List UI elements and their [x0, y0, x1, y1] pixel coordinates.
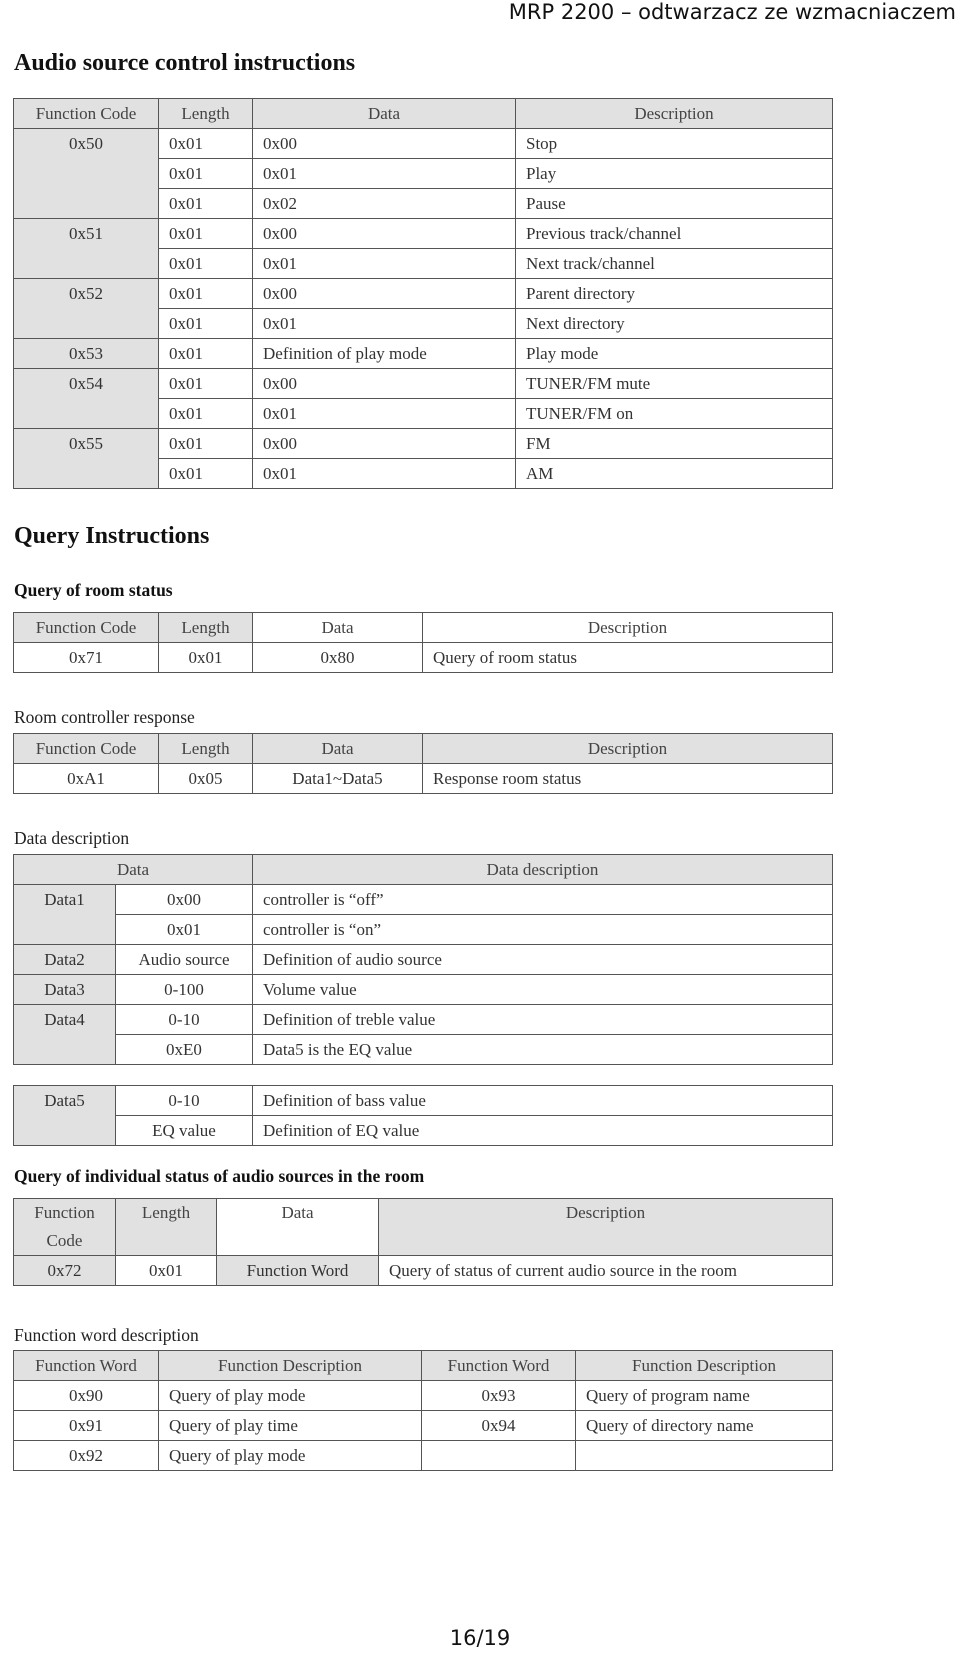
data-desc-cell: Volume value — [253, 975, 833, 1005]
data-desc-cell: Definition of bass value — [253, 1086, 833, 1116]
data-cell: 0x00 — [253, 129, 516, 159]
function-code-cell: 0x55 — [14, 429, 159, 489]
data-cell: Definition of play mode — [253, 339, 516, 369]
column-header: Function Description — [576, 1351, 833, 1381]
column-header: Length — [159, 734, 253, 764]
data-desc-cell: Definition of treble value — [253, 1005, 833, 1035]
function-description-cell — [576, 1441, 833, 1471]
function-description-cell: Query of play mode — [159, 1441, 422, 1471]
description-cell: TUNER/FM mute — [516, 369, 833, 399]
table-row — [14, 975, 833, 1005]
length-cell: 0x01 — [159, 249, 253, 279]
data-desc-cell: Data5 is the EQ value — [253, 1035, 833, 1065]
description-cell: Query of status of current audio source in the room — [379, 1256, 833, 1286]
table-row — [14, 1441, 833, 1471]
length-cell: 0x01 — [159, 309, 253, 339]
function-description-cell: Query of play mode — [159, 1381, 422, 1411]
table-row — [14, 129, 833, 159]
data-value-cell: 0-100 — [116, 975, 253, 1005]
data-value-cell: 0-10 — [116, 1086, 253, 1116]
column-header: Data — [253, 613, 423, 643]
data-cell: 0x02 — [253, 189, 516, 219]
table-row — [14, 1116, 833, 1146]
query-section-title: Query Instructions — [14, 523, 210, 549]
length-cell: 0x01 — [116, 1256, 217, 1286]
description-cell: Play — [516, 159, 833, 189]
audio-section-title: Audio source control instructions — [14, 50, 356, 76]
length-cell: 0x01 — [159, 279, 253, 309]
table-row — [14, 764, 833, 794]
column-header: Function Code — [14, 613, 159, 643]
function-description-cell: Query of directory name — [576, 1411, 833, 1441]
table-row — [14, 1005, 833, 1035]
table-row — [14, 369, 833, 399]
column-header: Function Code — [14, 1199, 116, 1256]
column-header: Data — [217, 1199, 379, 1256]
function-word-cell: 0x94 — [422, 1411, 576, 1441]
function-word-cell — [422, 1441, 576, 1471]
description-cell: Stop — [516, 129, 833, 159]
data-desc-cell: Definition of audio source — [253, 945, 833, 975]
audio-status-title: Query of individual status of audio sources in the room — [14, 1166, 425, 1186]
data-cell: 0x01 — [253, 399, 516, 429]
description-cell: Next directory — [516, 309, 833, 339]
data-desc-cell: Definition of EQ value — [253, 1116, 833, 1146]
description-cell: Pause — [516, 189, 833, 219]
data-description-table — [13, 854, 833, 1065]
data-cell: 0x80 — [253, 643, 423, 673]
data-value-cell: Audio source — [116, 945, 253, 975]
column-header: Function Description — [159, 1351, 422, 1381]
data-cell: 0x01 — [253, 459, 516, 489]
description-cell: Query of room status — [423, 643, 833, 673]
description-cell: Next track/channel — [516, 249, 833, 279]
description-cell: FM — [516, 429, 833, 459]
table-row — [14, 643, 833, 673]
function-code-cell: 0xA1 — [14, 764, 159, 794]
data-key-cell: Data5 — [14, 1086, 116, 1146]
function-code-cell: 0x72 — [14, 1256, 116, 1286]
data-cell: 0x01 — [253, 249, 516, 279]
column-header: Function Code — [14, 734, 159, 764]
data5-table — [13, 1085, 833, 1146]
audio-status-table — [13, 1198, 833, 1286]
data-key-cell: Data1 — [14, 885, 116, 945]
column-header: Data — [253, 734, 423, 764]
description-cell: TUNER/FM on — [516, 399, 833, 429]
function-word-title: Function word description — [14, 1325, 199, 1345]
table-row — [14, 1411, 833, 1441]
description-cell: AM — [516, 459, 833, 489]
room-status-title: Query of room status — [14, 580, 173, 600]
data-value-cell: 0xE0 — [116, 1035, 253, 1065]
function-word-table — [13, 1350, 833, 1471]
function-code-cell: 0x54 — [14, 369, 159, 429]
description-cell: Parent directory — [516, 279, 833, 309]
data-key-cell: Data4 — [14, 1005, 116, 1065]
table-row — [14, 339, 833, 369]
room-response-table — [13, 733, 833, 794]
table-row — [14, 279, 833, 309]
column-header: Data — [253, 99, 516, 129]
data-cell: 0x00 — [253, 429, 516, 459]
data-cell: Function Word — [217, 1256, 379, 1286]
data-desc-cell: controller is “on” — [253, 915, 833, 945]
page-number: 16/19 — [449, 1626, 511, 1650]
table-row — [14, 219, 833, 249]
length-cell: 0x01 — [159, 369, 253, 399]
column-header: Function Word — [14, 1351, 159, 1381]
table-row — [14, 945, 833, 975]
column-header: Description — [379, 1199, 833, 1256]
data-value-cell: 0-10 — [116, 1005, 253, 1035]
table-row — [14, 1381, 833, 1411]
length-cell: 0x01 — [159, 459, 253, 489]
column-header: Description — [423, 734, 833, 764]
function-word-cell: 0x91 — [14, 1411, 159, 1441]
length-cell: 0x01 — [159, 129, 253, 159]
description-cell: Play mode — [516, 339, 833, 369]
column-header: Data description — [253, 855, 833, 885]
column-header: Data — [14, 855, 253, 885]
function-word-cell: 0x90 — [14, 1381, 159, 1411]
length-cell: 0x01 — [159, 643, 253, 673]
data-cell: 0x01 — [253, 309, 516, 339]
table-row — [14, 1086, 833, 1116]
audio-control-table — [13, 98, 833, 489]
data-desc-cell: controller is “off” — [253, 885, 833, 915]
data-description-title: Data description — [14, 828, 130, 848]
data-cell: 0x00 — [253, 219, 516, 249]
function-word-cell: 0x93 — [422, 1381, 576, 1411]
function-code-cell: 0x52 — [14, 279, 159, 339]
column-header: Description — [516, 99, 833, 129]
column-header: Length — [159, 99, 253, 129]
function-word-cell: 0x92 — [14, 1441, 159, 1471]
room-status-table — [13, 612, 833, 673]
table-row — [14, 429, 833, 459]
document-header-title: MRP 2200 – odtwarzacz ze wzmacniaczem — [508, 0, 956, 24]
data-cell: 0x00 — [253, 369, 516, 399]
function-code-cell: 0x53 — [14, 339, 159, 369]
data-value-cell: EQ value — [116, 1116, 253, 1146]
column-header: Function Word — [422, 1351, 576, 1381]
length-cell: 0x01 — [159, 429, 253, 459]
data-key-cell: Data2 — [14, 945, 116, 975]
function-code-cell: 0x50 — [14, 129, 159, 219]
description-cell: Response room status — [423, 764, 833, 794]
data-value-cell: 0x00 — [116, 885, 253, 915]
column-header: Length — [116, 1199, 217, 1256]
column-header: Description — [423, 613, 833, 643]
length-cell: 0x01 — [159, 219, 253, 249]
data-value-cell: 0x01 — [116, 915, 253, 945]
table-row — [14, 885, 833, 915]
table-row — [14, 1035, 833, 1065]
data-key-cell: Data3 — [14, 975, 116, 1005]
room-response-title: Room controller response — [14, 707, 195, 727]
length-cell: 0x01 — [159, 339, 253, 369]
function-code-cell: 0x51 — [14, 219, 159, 279]
table-row — [14, 915, 833, 945]
length-cell: 0x01 — [159, 189, 253, 219]
column-header: Function Code — [14, 99, 159, 129]
data-cell: 0x00 — [253, 279, 516, 309]
function-code-cell: 0x71 — [14, 643, 159, 673]
function-description-cell: Query of play time — [159, 1411, 422, 1441]
function-description-cell: Query of program name — [576, 1381, 833, 1411]
length-cell: 0x01 — [159, 159, 253, 189]
data-cell: 0x01 — [253, 159, 516, 189]
description-cell: Previous track/channel — [516, 219, 833, 249]
column-header: Length — [159, 613, 253, 643]
table-row — [14, 1256, 833, 1286]
length-cell: 0x05 — [159, 764, 253, 794]
data-cell: Data1~Data5 — [253, 764, 423, 794]
length-cell: 0x01 — [159, 399, 253, 429]
